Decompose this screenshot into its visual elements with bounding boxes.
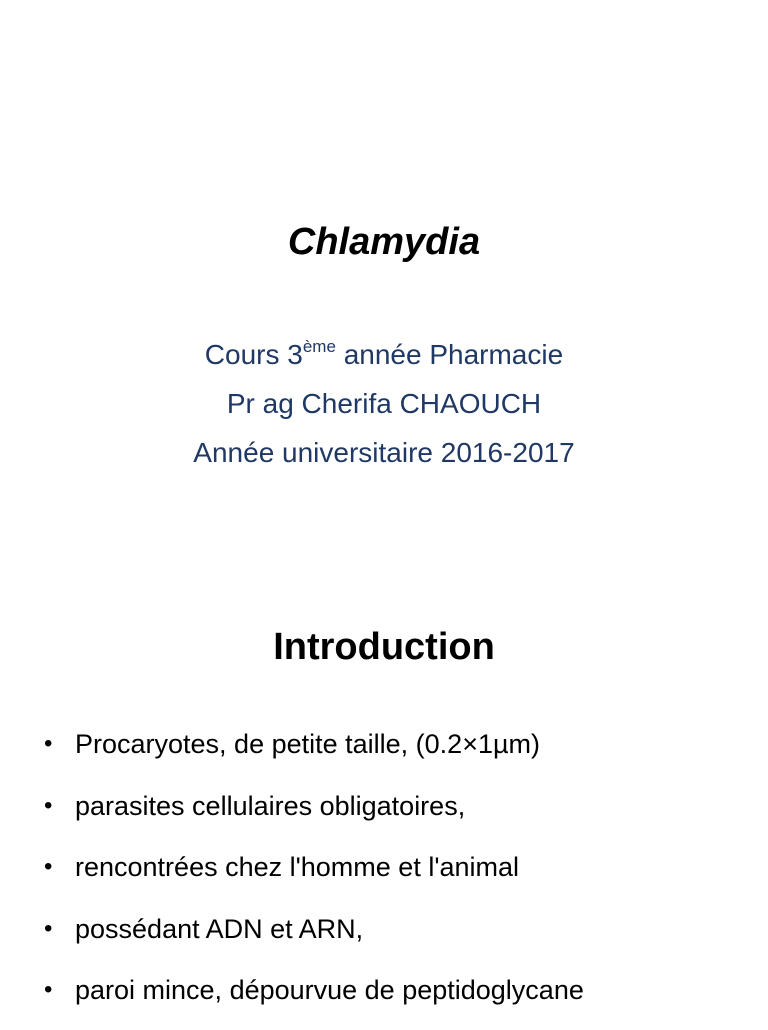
bullet-icon: • (44, 791, 53, 819)
bullet-text: paroi mince, dépourvue de peptidoglycane (75, 975, 584, 1005)
academic-year-line: Année universitaire 2016-2017 (193, 437, 575, 468)
bullet-item (0, 722, 768, 784)
course-superscript: ème (302, 337, 336, 356)
course-suffix: année Pharmacie (335, 339, 564, 370)
bullet-item (0, 784, 768, 846)
slide-subtitle (0, 330, 768, 477)
bullet-icon: • (44, 730, 53, 757)
section-heading: Introduction (273, 626, 495, 668)
bullet-icon: • (44, 976, 53, 1003)
course-prefix: Cours 3 (204, 339, 303, 370)
bullet-item (0, 907, 768, 969)
bullet-item (0, 845, 768, 907)
bullet-text: possédant ADN et ARN, (75, 913, 364, 944)
bullet-icon: • (44, 853, 53, 880)
bullet-text: rencontrées chez l'homme et l'animal (75, 852, 520, 882)
professor-line: Pr ag Cherifa CHAOUCH (226, 388, 542, 419)
slide-title: Chlamydia (287, 221, 481, 263)
bullet-text: parasites cellulaires obligatoires, (75, 790, 466, 821)
course-line (0, 330, 768, 379)
bullet-icon: • (44, 914, 53, 942)
bullet-text: Procaryotes, de petite taille, (0.2×1µm) (75, 729, 541, 759)
bullet-item (0, 968, 768, 1030)
bullet-list (0, 722, 768, 1030)
